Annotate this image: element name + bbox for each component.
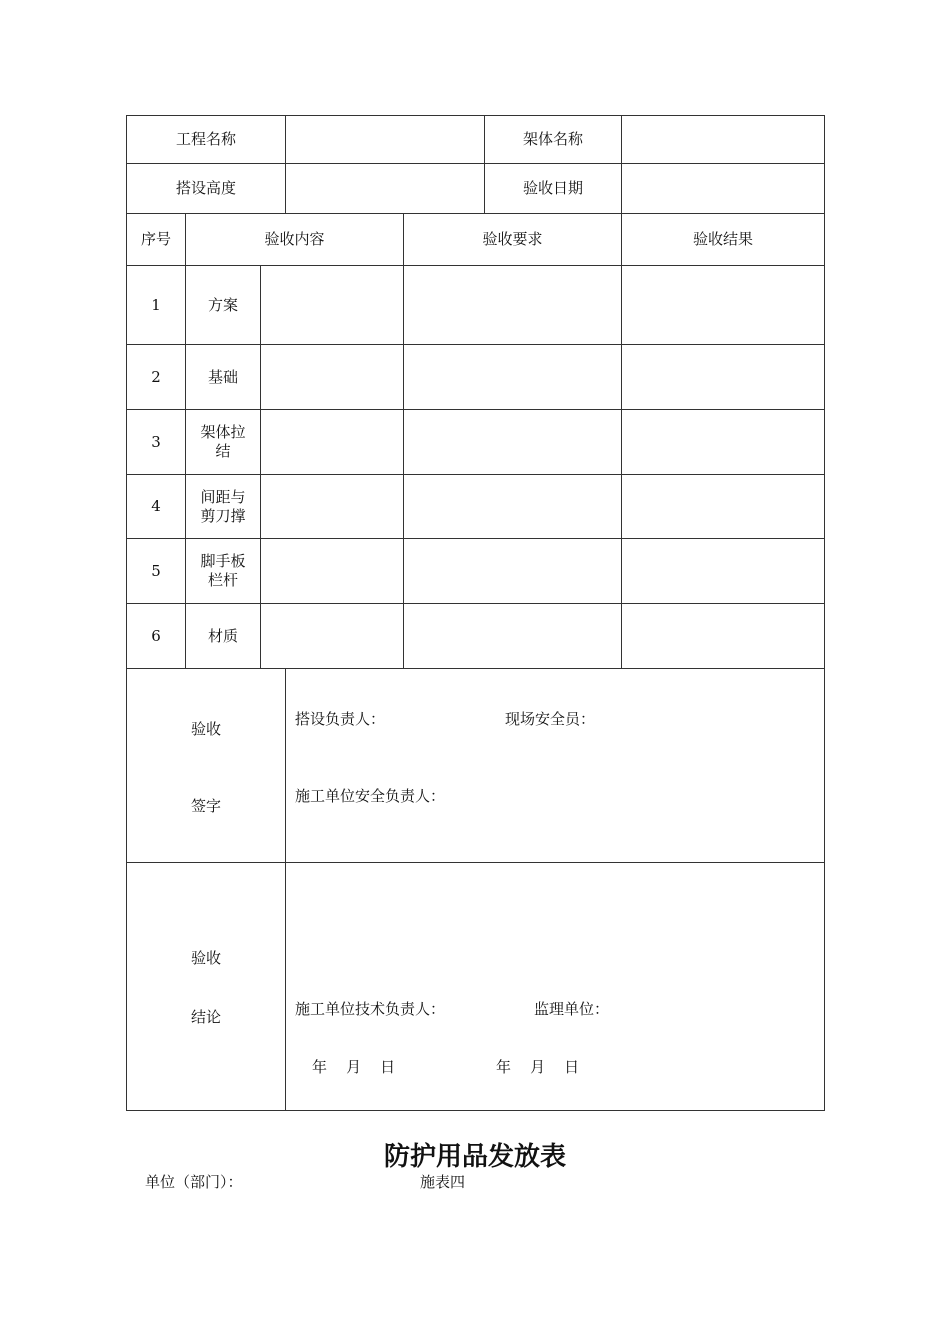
row-item [186, 266, 261, 345]
row-item [186, 475, 261, 539]
row-requirement-cell [404, 539, 622, 604]
table-row [127, 539, 825, 604]
col-content: 验收内容 [186, 214, 404, 266]
row-result-cell [622, 266, 825, 345]
row-item-label: 间距与剪刀撑 [200, 487, 246, 525]
height-label: 搭设高度 [127, 164, 286, 214]
conclusion-label-cell [127, 863, 286, 1111]
unit-label: 单位（部门）： [145, 1173, 243, 1191]
conclusion-content-cell [286, 863, 825, 1111]
row-content-cell [261, 410, 404, 475]
signature-content-cell [286, 669, 825, 863]
table-row [127, 604, 825, 669]
next-form-title: 防护用品发放表 [383, 1142, 566, 1172]
row-content-cell [261, 266, 404, 345]
row-requirement-cell [404, 410, 622, 475]
conclusion-label-bottom: 结论 [191, 1008, 222, 1026]
column-header-row [127, 214, 825, 266]
row-item-label: 材质 [207, 626, 238, 645]
table-row [127, 475, 825, 539]
row-result-cell [622, 475, 825, 539]
col-seq: 序号 [127, 214, 186, 266]
row-item-label: 基础 [207, 367, 238, 386]
header-row-1 [127, 116, 825, 164]
row-seq: 1 [127, 266, 186, 345]
date-label: 验收日期 [485, 164, 622, 214]
signature-label-cell [127, 669, 286, 863]
date-line-1: 年 月 日 [312, 1058, 396, 1076]
col-requirement: 验收要求 [404, 214, 622, 266]
row-seq: 2 [127, 345, 186, 410]
row-item-label: 架体拉结 [200, 423, 246, 460]
row-item-label: 脚手板栏杆 [200, 552, 246, 589]
row-item [186, 604, 261, 669]
frame-name-value [622, 116, 825, 164]
row-result-cell [622, 410, 825, 475]
row-result-cell [622, 539, 825, 604]
acceptance-form-table [126, 115, 825, 1111]
row-requirement-cell [404, 475, 622, 539]
company-safety-lead-label: 施工单位安全负责人： [295, 787, 446, 805]
supervisor-label: 监理单位： [534, 1000, 610, 1018]
table-row [127, 345, 825, 410]
project-name-label: 工程名称 [127, 116, 286, 164]
row-item-label: 方案 [207, 295, 238, 314]
form-code: 施表四 [420, 1173, 466, 1191]
tech-lead-label: 施工单位技术负责人： [295, 1000, 446, 1018]
row-requirement-cell [404, 604, 622, 669]
signature-label-top: 验收 [191, 720, 222, 738]
row-content-cell [261, 345, 404, 410]
row-content-cell [261, 539, 404, 604]
row-seq: 3 [127, 410, 186, 475]
row-seq: 5 [127, 539, 186, 604]
row-seq: 4 [127, 475, 186, 539]
row-result-cell [622, 345, 825, 410]
row-item [186, 345, 261, 410]
frame-name-label: 架体名称 [485, 116, 622, 164]
signature-row [127, 669, 825, 863]
conclusion-label-top: 验收 [191, 949, 222, 967]
row-requirement-cell [404, 345, 622, 410]
row-item [186, 539, 261, 604]
table-row [127, 410, 825, 475]
height-value [286, 164, 485, 214]
signature-label-bottom: 签字 [191, 797, 222, 815]
row-result-cell [622, 604, 825, 669]
row-seq: 6 [127, 604, 186, 669]
date-value [622, 164, 825, 214]
row-requirement-cell [404, 266, 622, 345]
row-content-cell [261, 475, 404, 539]
row-item [186, 410, 261, 475]
header-row-2 [127, 164, 825, 214]
site-safety-label: 现场安全员： [505, 710, 596, 728]
table-row [127, 266, 825, 345]
conclusion-row [127, 863, 825, 1111]
erector-lead-label: 搭设负责人： [295, 710, 386, 728]
date-line-2: 年 月 日 [496, 1058, 580, 1076]
row-content-cell [261, 604, 404, 669]
project-name-value [286, 116, 485, 164]
col-result: 验收结果 [622, 214, 825, 266]
